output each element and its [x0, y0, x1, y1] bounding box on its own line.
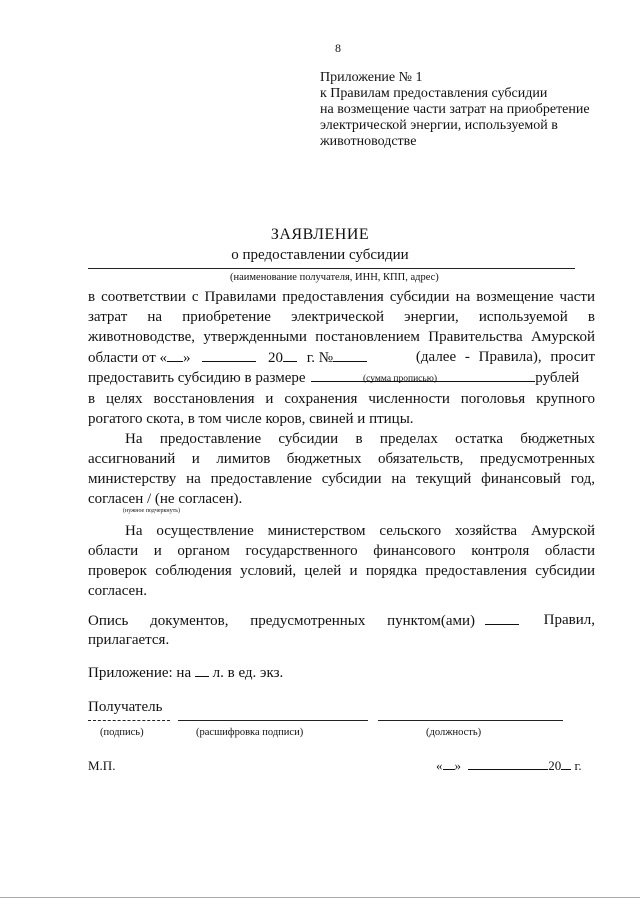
text: рублей	[535, 370, 580, 386]
para2-line: согласен / (не согласен).	[88, 491, 243, 507]
text: предоставить субсидию в размере	[88, 370, 306, 386]
position-hint: (должность)	[426, 727, 482, 738]
scan-edge	[0, 897, 640, 898]
para1-line: рогатого скота, в том числе коров, свиней и птицы.	[88, 411, 414, 427]
para4-line	[88, 610, 595, 631]
para1-line: в соответствии с Правилами предоставления субсидии на возмещение части	[88, 289, 595, 305]
attachment-line	[88, 662, 283, 683]
sum-hint: (сумма прописью)	[363, 374, 437, 384]
text: области от «	[88, 350, 167, 366]
text: г.	[574, 758, 582, 773]
month-blank[interactable]	[202, 347, 256, 362]
recipient-line[interactable]	[88, 268, 575, 269]
para4-line: прилагается.	[88, 632, 170, 648]
para1-line: в целях восстановления и сохранения численности поголовья крупного	[88, 391, 595, 407]
date-year: 20	[548, 758, 562, 773]
text: Приложение: на	[88, 665, 192, 681]
appendix-line: электрической энергии, используемой в	[320, 118, 558, 133]
signature-hint: (подпись)	[100, 727, 144, 738]
day-blank[interactable]	[167, 347, 183, 362]
page-number: 8	[335, 41, 341, 55]
signature-line[interactable]	[88, 720, 170, 721]
para1-line: затрат на приобретение электрической энергии, используемой в	[88, 309, 595, 325]
recipient-label: Получатель	[88, 699, 163, 715]
text: г. №	[303, 350, 334, 366]
sheets-blank[interactable]	[195, 662, 209, 677]
text: л. в ед. экз.	[212, 665, 284, 681]
para2-line: ассигнований и лимитов бюджетных обязательств, предусмотренных	[88, 451, 595, 467]
items-blank[interactable]	[485, 610, 519, 625]
decode-hint: (расшифровка подписи)	[196, 727, 304, 738]
appendix-line: Приложение № 1	[320, 70, 423, 85]
para2-line: министерству на предоставление субсидии на текущий финансовый год,	[88, 471, 595, 487]
stamp-label: М.П.	[88, 758, 116, 773]
document-title: ЗАЯВЛЕНИЕ	[270, 226, 370, 243]
para1-line-amount	[88, 367, 595, 388]
position-line[interactable]	[378, 720, 563, 721]
para3-line: На осуществление министерством сельского хозяйства Амурской	[125, 523, 595, 539]
para2-hint-visible: (нужное подчеркнуть)	[123, 508, 180, 514]
text: (далее - Правила), просит	[415, 349, 595, 365]
recipient-hint: (наименование получателя, ИНН, КПП, адрес)	[230, 272, 439, 283]
appendix-block	[320, 70, 590, 150]
text: Правил,	[543, 612, 595, 628]
para3-line: области и органом государственного финансового контроля области	[88, 543, 595, 559]
para1-line: животноводстве, утвержденными постановлением Правительства Амурской	[88, 329, 595, 345]
date-line	[436, 756, 582, 776]
text: »	[454, 758, 461, 773]
date-year-blank[interactable]	[561, 757, 571, 770]
appendix-line: к Правилам предоставления субсидии	[320, 86, 548, 101]
date-day-blank[interactable]	[443, 757, 455, 770]
text: »	[183, 350, 191, 366]
para2-line: На предоставление субсидии в пределах остатка бюджетных	[125, 431, 595, 447]
para3-line: согласен.	[88, 583, 147, 599]
para1-line-date	[88, 347, 595, 368]
text: «	[436, 758, 443, 773]
number-blank[interactable]	[333, 347, 367, 362]
year-blank[interactable]	[283, 347, 297, 362]
year-prefix: 20	[268, 350, 283, 366]
decode-line[interactable]	[178, 720, 368, 721]
date-month-blank[interactable]	[468, 757, 548, 770]
document-subtitle: о предоставлении субсидии	[231, 247, 409, 263]
text: Опись документов, предусмотренных пунктом(ами)	[88, 613, 475, 629]
appendix-line: животноводстве	[320, 134, 417, 149]
para3-line: проверок соблюдения условий, целей и порядка предоставления субсидии	[88, 563, 595, 579]
appendix-line: на возмещение части затрат на приобретение	[320, 102, 590, 117]
